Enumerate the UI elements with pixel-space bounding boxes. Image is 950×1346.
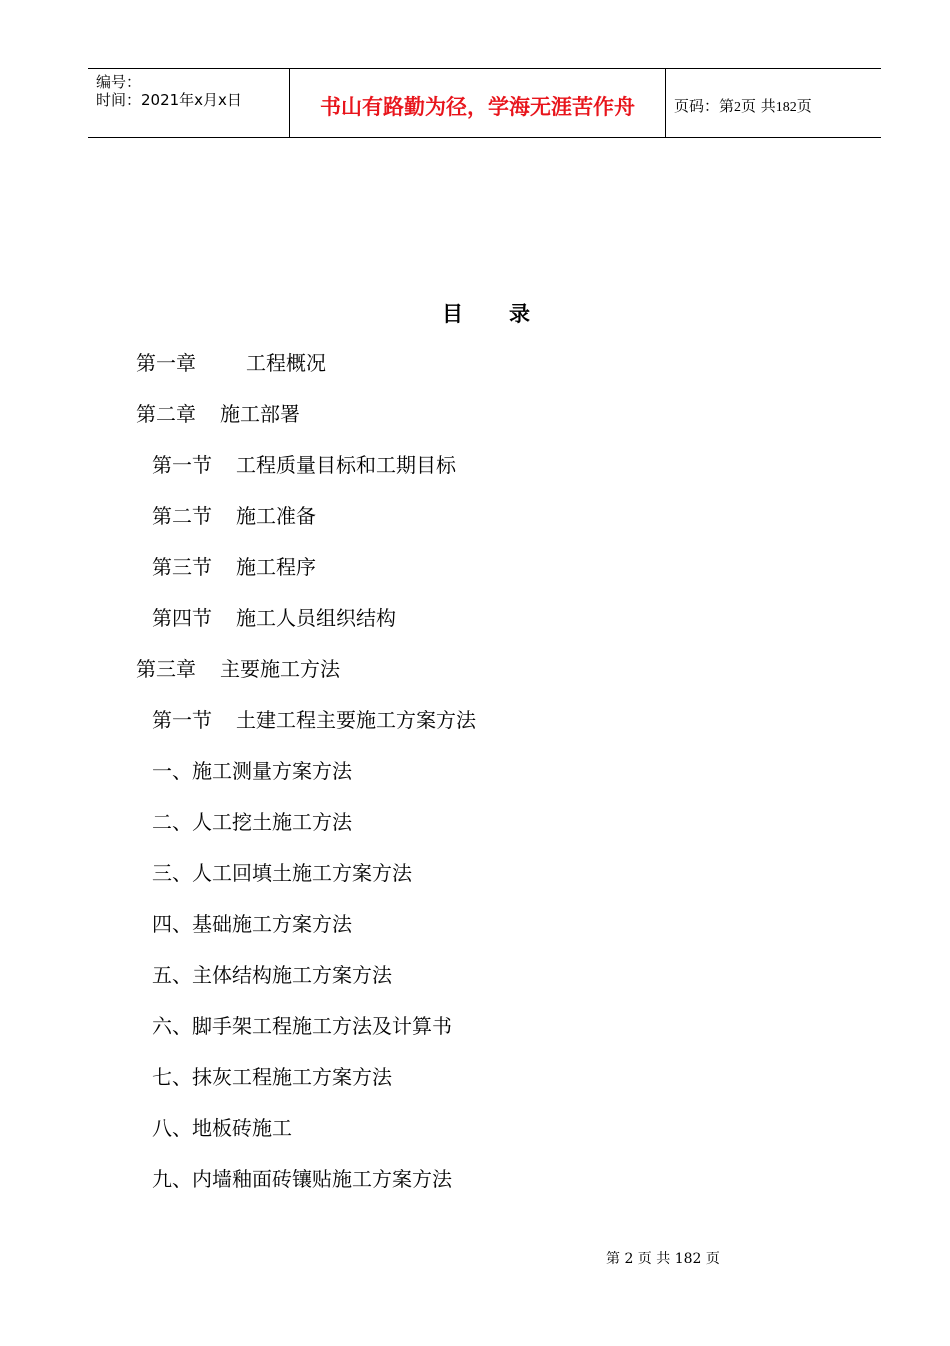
toc-item-number: 第一节 [152, 453, 212, 477]
toc-item-number: 第一节 [152, 708, 212, 732]
toc-item-number: 第四节 [152, 606, 212, 630]
toc-item-number: 第二节 [152, 504, 212, 528]
toc-subsection: 五、主体结构施工方案方法 [152, 963, 392, 987]
toc-item-text: 工程质量目标和工期目标 [236, 453, 456, 477]
toc-item-text: 施工程序 [236, 555, 316, 579]
toc-item-number: 第三节 [152, 555, 212, 579]
toc-section [152, 707, 476, 733]
header-page-info [674, 95, 812, 116]
toc-subsection: 九、内墙釉面砖镶贴施工方案方法 [152, 1167, 452, 1191]
page-footer: 第 2 页 共 182 页 [606, 1251, 720, 1267]
toc-title: 目录 [442, 302, 576, 326]
toc-item-number: 第一章 [136, 351, 196, 375]
toc-item-number: 第三章 [136, 657, 196, 681]
page-number: 2 [734, 100, 742, 115]
toc-item-text: 施工准备 [236, 504, 316, 528]
toc-subsection: 一、施工测量方案方法 [152, 759, 352, 783]
page-suffix: 页 [796, 97, 812, 115]
document-number-label: 编号： [96, 73, 142, 91]
toc-section [152, 554, 316, 580]
header-page-cell [665, 69, 881, 137]
toc-subsection: 六、脚手架工程施工方法及计算书 [152, 1014, 452, 1038]
toc-chapter [136, 656, 340, 682]
toc-subsection: 七、抹灰工程施工方案方法 [152, 1065, 392, 1089]
document-time: 时间：2021年x月x日 [96, 91, 242, 109]
header-meta-cell [88, 69, 289, 137]
toc-section [152, 503, 316, 529]
toc-subsection: 四、基础施工方案方法 [152, 912, 352, 936]
toc-subsection: 二、人工挖土施工方法 [152, 810, 352, 834]
toc-item-text: 土建工程主要施工方案方法 [236, 708, 476, 732]
toc-item-text: 施工部署 [220, 402, 300, 426]
toc-item-number: 第二章 [136, 402, 196, 426]
toc-item-text: 施工人员组织结构 [236, 606, 396, 630]
toc-subsection: 八、地板砖施工 [152, 1116, 292, 1140]
page-header [88, 68, 881, 138]
toc-item-text: 主要施工方法 [220, 657, 340, 681]
header-motto: 书山有路勤为径，学海无涯苦作舟 [320, 95, 635, 119]
toc-section [152, 605, 396, 631]
toc-section [152, 452, 456, 478]
toc-chapter [136, 350, 326, 376]
toc-subsection: 三、人工回填土施工方案方法 [152, 861, 412, 885]
header-motto-cell [289, 69, 666, 137]
page-prefix: 页码：第 [674, 97, 735, 115]
toc-chapter [136, 401, 300, 427]
page-mid: 页 共 [741, 97, 776, 115]
toc-item-text: 工程概况 [246, 351, 326, 375]
page-total: 182 [775, 100, 797, 115]
